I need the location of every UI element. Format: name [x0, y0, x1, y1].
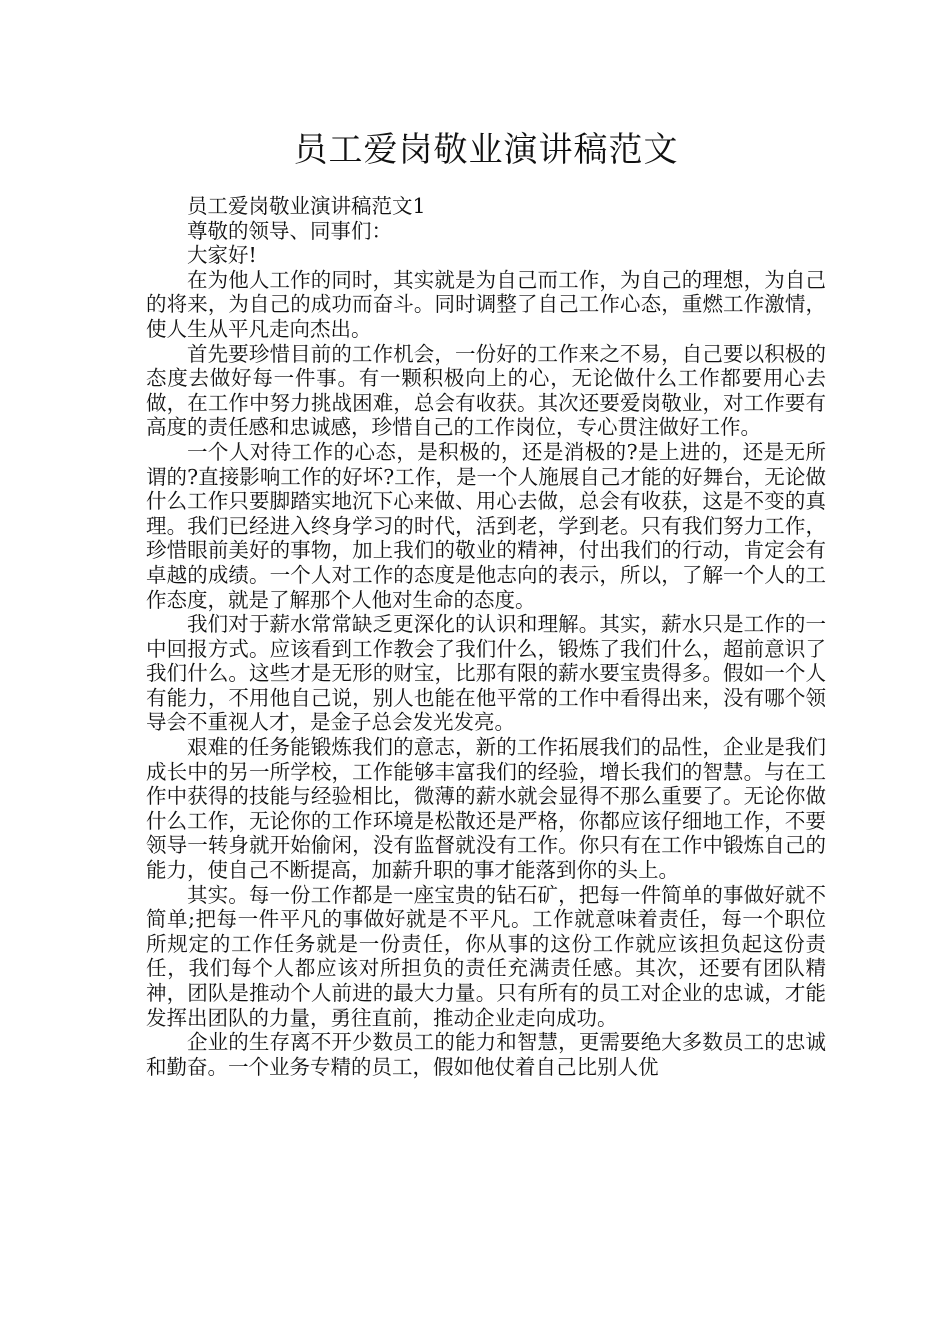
body-paragraph: 我们对于薪水常常缺乏更深化的认识和理解。其实，薪水只是工作的一中回报方式。应该看到工作教会了我们什么，锻炼了我们什么，超前意识了我们什么。这些才是无形的财宝，比那有限的薪水要宝贵得多。假如一个人有能力，不用他自己说，别人也能在他平常的工作中看得出来，没有哪个领导会不重视人才，是金子总会发光发亮。: [146, 612, 826, 735]
body-paragraph: 首先要珍惜目前的工作机会，一份好的工作来之不易，自己要以积极的态度去做好每一件事。有一颗积极向上的心，无论做什么工作都要用心去做，在工作中努力挑战困难，总会有收获。其次还要爱岗敬业，对工作要有高度的责任感和忠诚感，珍惜自己的工作岗位，专心贯注做好工作。: [146, 341, 826, 440]
body-paragraph: 企业的生存离不开少数员工的能力和智慧，更需要绝大多数员工的忠诚和勤奋。一个业务专精的员工，假如他仗着自己比别人优: [146, 1030, 826, 1079]
body-paragraph: 一个人对待工作的心态，是积极的，还是消极的?是上进的，还是无所谓的?直接影响工作的好坏?工作，是一个人施展自己才能的好舞台，无论做什么工作只要脚踏实地沉下心来做、用心去做，总会有收获，这是不变的真理。我们已经进入终身学习的时代，活到老，学到老。只有我们努力工作，珍惜眼前美好的事物，加上我们的敬业的精神，付出我们的行动，肯定会有卓越的成绩。一个人对工作的态度是他志向的表示，所以，了解一个人的工作态度，就是了解那个人他对生命的态度。: [146, 439, 826, 612]
document-title: 员工爱岗敬业演讲稿范文: [293, 130, 679, 170]
body-paragraph: 在为他人工作的同时，其实就是为自己而工作，为自己的理想，为自己的将来，为自己的成功而奋斗。同时调整了自己工作心态，重燃工作激情，使人生从平凡走向杰出。: [146, 267, 826, 341]
body-paragraph: 其实。每一份工作都是一座宝贵的钻石矿，把每一件简单的事做好就不简单;把每一件平凡的事做好就是不平凡。工作就意味着责任，每一个职位所规定的工作任务就是一份责任，你从事的这份工作就应该担负起这份责任，我们每个人都应该对所担负的责任充满责任感。其次，还要有团队精神，团队是推动个人前进的最大力量。只有所有的员工对企业的忠诚，才能发挥出团队的力量，勇往直前，推动企业走向成功。: [146, 882, 826, 1030]
body-paragraph: 艰难的任务能锻炼我们的意志，新的工作拓展我们的品性，企业是我们成长中的另一所学校，工作能够丰富我们的经验，增长我们的智慧。与在工作中获得的技能与经验相比，微薄的薪水就会显得不那么重要了。无论你做什么工作，无论你的工作环境是松散还是严格，你都应该仔细地工作，不要领导一转身就开始偷闲，没有监督就没有工作。你只有在工作中锻炼自己的能力，使自己不断提高，加薪升职的事才能落到你的头上。: [146, 735, 826, 883]
section-heading: 员工爱岗敬业演讲稿范文1: [187, 194, 426, 218]
salutation: 尊敬的领导、同事们：: [187, 218, 392, 243]
document-page: [146, 120, 826, 1079]
greeting: 大家好!: [187, 243, 257, 268]
